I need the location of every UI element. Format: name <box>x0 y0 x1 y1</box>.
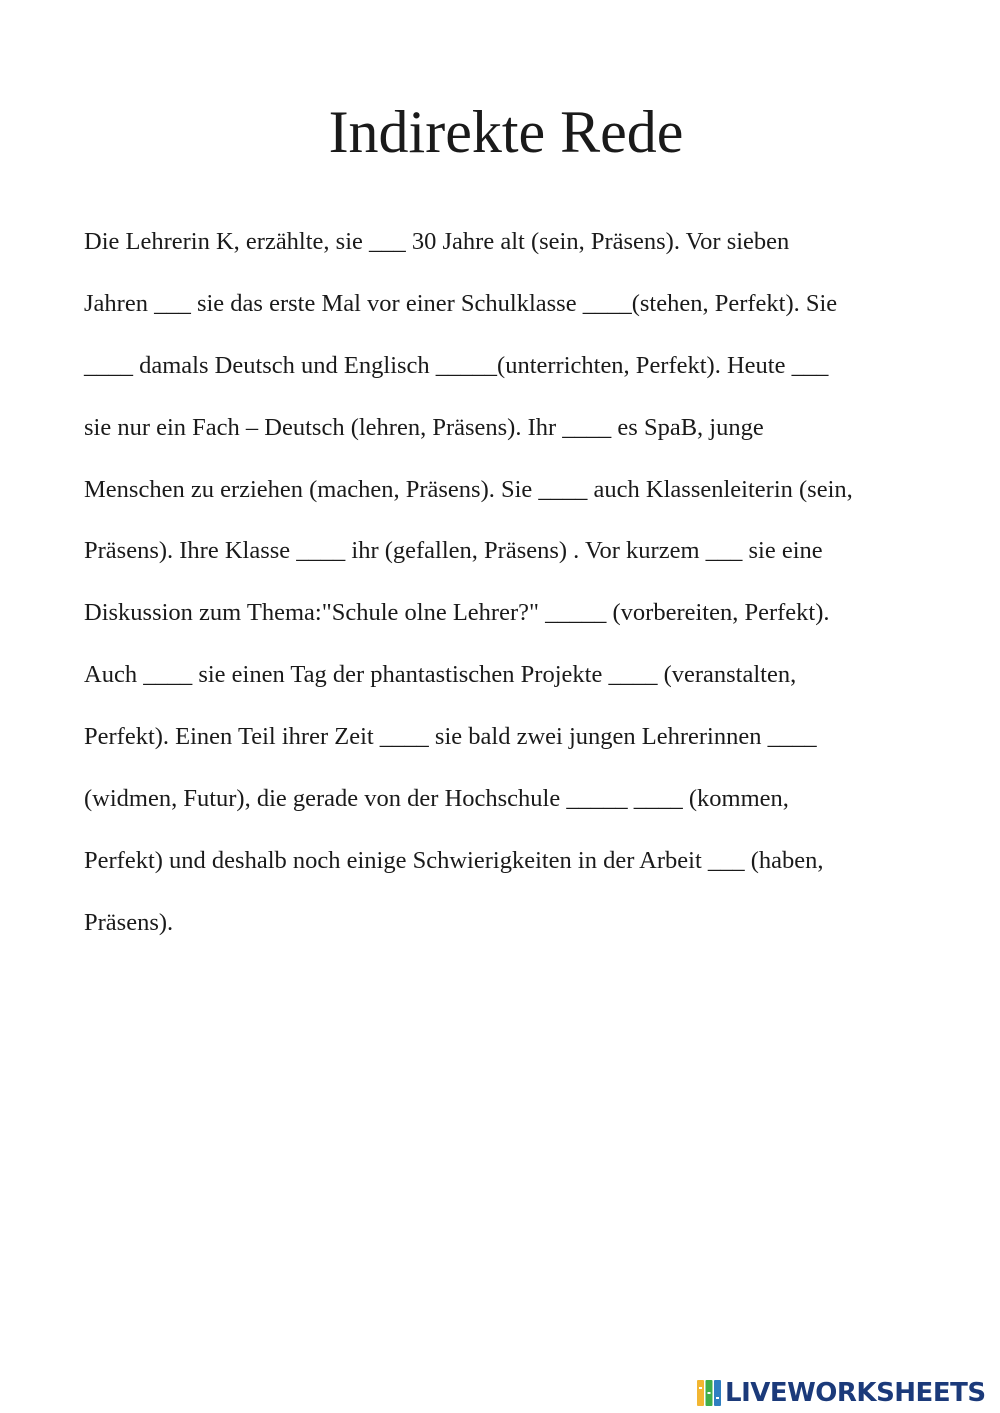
text-line: Präsens). <box>84 908 174 936</box>
liveworksheets-logo[interactable] <box>697 1378 986 1408</box>
text-line: Diskussion zum Thema:"Schule olne Lehrer?" _____ (vorbereiten, Perfekt). <box>84 599 830 627</box>
text-line: (widmen, Futur), die gerade von der Hochschule _____ ____ (kommen, <box>84 785 789 813</box>
text-line: Perfekt). Einen Teil ihrer Zeit ____ sie bald zwei jungen Lehrerinnen ____ <box>84 723 817 751</box>
text-line: ____ damals Deutsch und Englisch _____(unterrichten, Perfekt). Heute ___ <box>84 351 829 379</box>
text-line: Perfekt) und deshalb noch einige Schwierigkeiten in der Arbeit ___ (haben, <box>84 846 824 874</box>
worksheet-title: Indirekte Rede <box>328 99 684 165</box>
liveworksheets-logo-text: LIVEWORKSHEETS <box>725 1378 986 1408</box>
worksheet-body <box>84 220 944 963</box>
text-line: Jahren ___ sie das erste Mal vor einer Schulklasse ____(stehen, Perfekt). Sie <box>84 289 838 317</box>
text-line: Menschen zu erziehen (machen, Präsens). Sie ____ auch Klassenleiterin (sein, <box>84 475 853 503</box>
liveworksheets-logo-icon <box>697 1380 721 1406</box>
text-line: Die Lehrerin K, erzählte, sie ___ 30 Jahre alt (sein, Präsens). Vor sieben <box>84 228 790 255</box>
text-line: sie nur ein Fach – Deutsch (lehren, Präsens). Ihr ____ es SpaB, junge <box>84 413 764 441</box>
text-line: Auch ____ sie einen Tag der phantastischen Projekte ____ (veranstalten, <box>84 661 797 689</box>
text-line: Präsens). Ihre Klasse ____ ihr (gefallen, Präsens) . Vor kurzem ___ sie eine <box>84 537 823 565</box>
